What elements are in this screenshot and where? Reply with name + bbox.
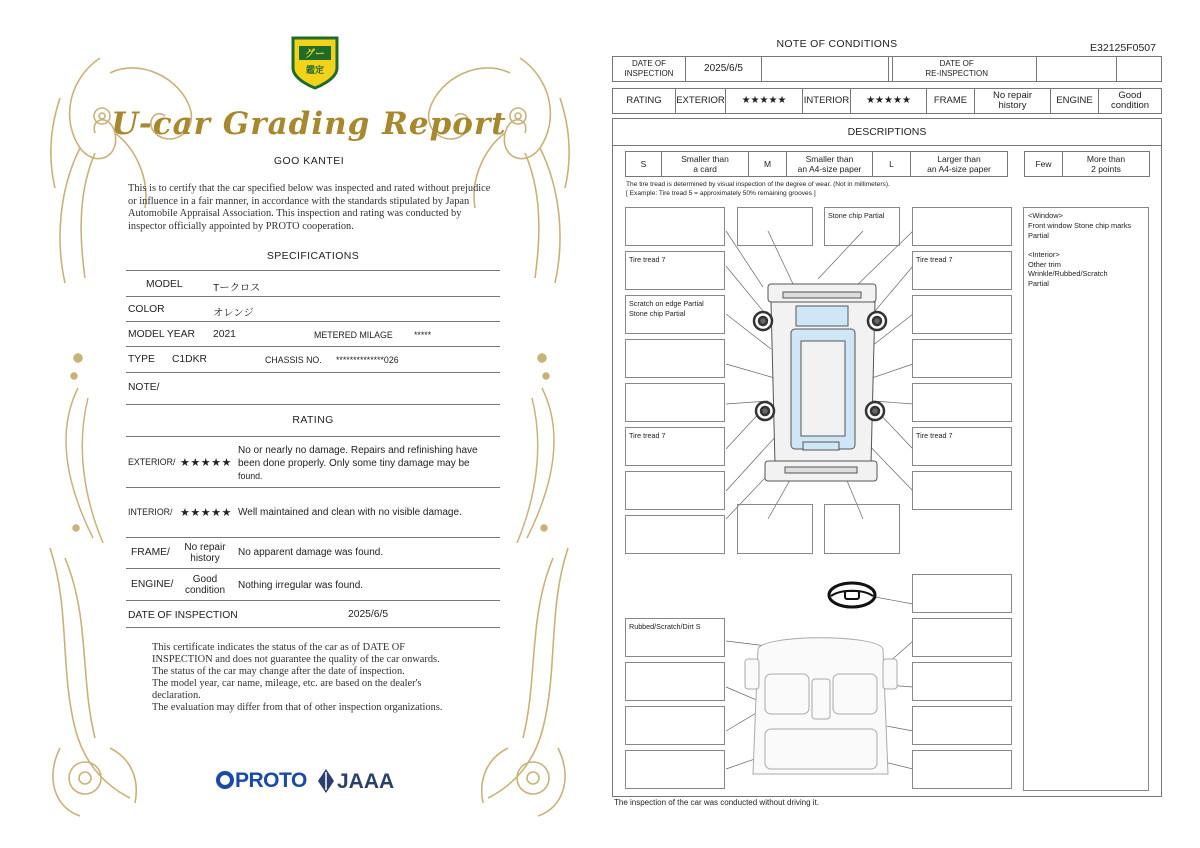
condition-box <box>912 207 1012 246</box>
notice-line: The status of the car may change after the date of inspection. <box>152 665 405 677</box>
condition-box-tire-rear-left <box>625 427 725 466</box>
condition-box-front-left-side <box>625 295 725 334</box>
condition-box <box>625 471 725 510</box>
divider <box>126 404 500 405</box>
condition-box <box>824 504 900 554</box>
ornament-mid-left <box>48 348 118 548</box>
divider <box>126 537 500 538</box>
condition-box <box>737 504 813 554</box>
condition-box <box>625 207 725 246</box>
condition-box <box>625 383 725 422</box>
notice-line: The evaluation may differ from that of other inspection organizations. <box>152 701 443 713</box>
proto-logo-text: PROTO <box>235 769 307 792</box>
engine-value-2: condition <box>1110 100 1150 111</box>
metered-milage-label: METERED MILAGE <box>314 330 393 340</box>
condition-box <box>912 383 1012 422</box>
engine-value-2: condition <box>184 585 226 596</box>
divider <box>126 487 500 488</box>
few-legend <box>1024 151 1150 177</box>
reinspection-label-2: RE-INSPECTION <box>925 69 988 78</box>
descriptions-panel <box>612 118 1162 797</box>
empty-cell <box>1117 57 1161 81</box>
legend-few-desc <box>1063 152 1149 176</box>
condition-box <box>912 471 1012 510</box>
legend-s-desc-2: a card <box>693 164 717 174</box>
condition-box <box>625 662 725 701</box>
engine-value <box>176 574 234 596</box>
condition-box-tire-rear-right <box>912 427 1012 466</box>
notice-line: INSPECTION and does not guarantee the quality of the car onwards. <box>152 653 440 665</box>
certificate-subtitle: GOO KANTEI <box>273 155 345 167</box>
interior-stars: ★★★★★ <box>180 507 232 519</box>
interior-line-1: Other trim <box>1028 259 1061 269</box>
condition-box <box>625 706 725 745</box>
steering-wheel-icon <box>829 583 875 607</box>
certificate-notice <box>152 642 512 713</box>
divider <box>126 568 500 569</box>
tire-rear-left-text: Tire tread 7 <box>629 431 666 440</box>
condition-box <box>912 339 1012 378</box>
divider <box>126 346 500 347</box>
exterior-desc-tail: found. <box>238 471 263 481</box>
interior-label: INTERIOR <box>803 89 851 113</box>
type-value: C1DKR <box>172 354 207 365</box>
condition-box <box>912 750 1012 789</box>
doi-label-2: INSPECTION <box>624 69 674 78</box>
descriptions-heading: DESCRIPTIONS <box>613 119 1161 146</box>
legend-m-desc-1: Smaller than <box>805 154 854 164</box>
date-of-inspection-value: 2025/6/5 <box>686 57 762 81</box>
tire-note-line-1: The tire tread is determined by visual inspection of the degree of wear. (Not in millimeters). <box>626 181 890 188</box>
legend-s: S <box>626 152 662 176</box>
frame-value <box>176 542 234 564</box>
date-of-inspection-label: DATE OF INSPECTION <box>128 610 238 621</box>
model-label: MODEL <box>146 279 183 290</box>
rating-label: RATING <box>613 89 676 113</box>
empty-cell <box>762 57 889 81</box>
condition-box-tire-front-right <box>912 251 1012 290</box>
frame-description: No apparent damage was found. <box>238 547 384 558</box>
remarks-interior <box>1028 250 1144 289</box>
condition-box <box>625 339 725 378</box>
front-left-side-text-1: Scratch on edge Partial <box>629 299 704 308</box>
note-label: NOTE/ <box>128 382 160 393</box>
condition-box <box>912 662 1012 701</box>
tire-front-left-text: Tire tread 7 <box>629 255 666 264</box>
model-value: Tークロス <box>213 283 261 294</box>
model-year-label: MODEL YEAR <box>128 329 195 340</box>
remarks-window <box>1028 211 1144 240</box>
color-value: オレンジ <box>213 308 254 319</box>
frame-label: FRAME/ <box>131 547 170 558</box>
frame-value-1: No repair <box>184 542 226 553</box>
legend-few: Few <box>1025 152 1063 176</box>
engine-description: Nothing irregular was found. <box>238 580 364 591</box>
condition-box-interior-dash <box>625 618 725 657</box>
conditions-title: NOTE OF CONDITIONS <box>776 38 898 50</box>
condition-box <box>737 207 813 246</box>
reinspection-value <box>1037 57 1117 81</box>
tire-note-line-2: [ Example: Tire tread 5 = approximately 50% remaining grooves ] <box>626 190 816 197</box>
divider <box>126 372 500 373</box>
car-interior-view <box>745 638 897 774</box>
condition-box-tire-front-left <box>625 251 725 290</box>
date-of-inspection-value: 2025/6/5 <box>348 609 389 620</box>
remarks-panel <box>1023 207 1149 791</box>
color-label: COLOR <box>128 304 165 315</box>
ornament-mid-right <box>502 348 572 548</box>
notice-line: declaration. <box>152 689 201 701</box>
legend-s-desc-1: Smaller than <box>681 154 729 164</box>
certify-text: This is to certify that the car specified below was inspected and rated without prejudice or influence in a fair manner, in accordance with the standards stipulated by Japan Automobile Appraisal Association. This inspection and rating was conducted by inspector officially appointed by PROTO cooperation. <box>128 183 491 232</box>
engine-value-1: Good <box>192 574 218 585</box>
engine-value-1: Good <box>1118 90 1142 101</box>
condition-box <box>912 295 1012 334</box>
interior-dash-text: Rubbed/Scratch/Dirt S <box>629 622 701 631</box>
date-of-inspection-header <box>613 57 686 81</box>
legend-l-desc-1: Larger than <box>937 154 981 164</box>
certificate-title: U-car Grading Report <box>111 106 507 142</box>
condition-box-top-center-right <box>824 207 900 246</box>
divider <box>126 627 500 628</box>
legend-l-desc-2: an A4-size paper <box>927 164 991 174</box>
metered-milage-value: ***** <box>414 330 432 340</box>
goo-kantei-emblem <box>287 32 343 90</box>
rating-row <box>612 88 1162 114</box>
exterior-stars: ★★★★★ <box>726 89 803 113</box>
proto-q-icon <box>216 771 234 789</box>
note-of-conditions <box>612 34 1164 814</box>
divider <box>126 600 500 601</box>
condition-box <box>912 618 1012 657</box>
chassis-label: CHASSIS NO. <box>265 355 322 365</box>
interior-line-2: Wrinkle/Rubbed/Scratch <box>1028 269 1108 279</box>
interior-stars: ★★★★★ <box>851 89 927 113</box>
tire-rear-right-text: Tire tread 7 <box>916 431 953 440</box>
frame-value-1: No repair <box>992 90 1033 101</box>
exterior-label: EXTERIOR/ <box>128 457 176 467</box>
reinspection-label-1: DATE OF <box>939 59 974 68</box>
legend-m: M <box>749 152 787 176</box>
engine-value <box>1099 89 1161 113</box>
interior-label: INTERIOR/ <box>128 507 173 517</box>
exterior-desc-text: No or nearly no damage. Repairs and refinishing have been done properly. Only some tiny damage may be <box>238 445 478 469</box>
condition-box <box>625 515 725 554</box>
grading-certificate <box>40 28 578 818</box>
condition-box <box>912 706 1012 745</box>
emblem-sub: 鑑定 <box>305 66 325 76</box>
window-text: Front window Stone chip marks Partial <box>1028 220 1132 240</box>
top-center-right-text: Stone chip Partial <box>828 211 885 220</box>
divider <box>126 321 500 322</box>
divider <box>126 270 500 271</box>
proto-logo <box>216 769 307 793</box>
interior-heading: <Interior> <box>1028 249 1060 259</box>
jaaa-logo <box>318 769 394 794</box>
specifications-heading: SPECIFICATIONS <box>266 250 360 262</box>
engine-label: ENGINE/ <box>131 579 174 590</box>
frame-label: FRAME <box>927 89 975 113</box>
engine-label: ENGINE <box>1051 89 1099 113</box>
type-label: TYPE <box>128 354 155 365</box>
legend-l: L <box>873 152 911 176</box>
exterior-stars: ★★★★★ <box>180 457 232 469</box>
report-id: E32125F0507 <box>1090 42 1156 54</box>
window-heading: <Window> <box>1028 211 1063 220</box>
model-year-value: 2021 <box>213 329 236 340</box>
divider <box>126 436 500 437</box>
doi-label-1: DATE OF <box>631 59 667 68</box>
exterior-description <box>238 445 500 484</box>
interior-line-3: Partial <box>1028 279 1049 289</box>
frame-value-2: history <box>190 553 220 564</box>
legend-m-desc-2: an A4-size paper <box>797 164 862 174</box>
rating-heading: RATING <box>292 414 334 426</box>
inspection-date-row <box>612 56 1162 82</box>
reinspection-header <box>893 57 1037 81</box>
chassis-value: **************026 <box>336 355 399 365</box>
car-top-view <box>765 284 877 481</box>
divider <box>126 296 500 297</box>
frame-value-2: history <box>998 100 1027 111</box>
front-left-side-text-2: Stone chip Partial <box>629 309 686 318</box>
condition-box <box>625 750 725 789</box>
jaaa-logo-text: JAAA <box>337 770 395 793</box>
bottom-note: The inspection of the car was conducted without driving it. <box>614 798 819 807</box>
tire-front-right-text: Tire tread 7 <box>916 255 953 264</box>
legend-few-desc-2: 2 points <box>1091 164 1121 174</box>
jaaa-mark-icon <box>318 769 334 793</box>
exterior-label: EXTERIOR <box>676 89 726 113</box>
notice-line: The model year, car name, mileage, etc. are based on the dealer's <box>152 677 422 689</box>
notice-line: This certificate indicates the status of the car as of DATE OF <box>152 642 406 653</box>
condition-box-steering <box>912 574 1012 613</box>
emblem-text: グー <box>305 49 325 60</box>
interior-description: Well maintained and clean with no visible damage. <box>238 507 462 518</box>
frame-value <box>975 89 1051 113</box>
legend-few-desc-1: More than <box>1086 154 1126 164</box>
